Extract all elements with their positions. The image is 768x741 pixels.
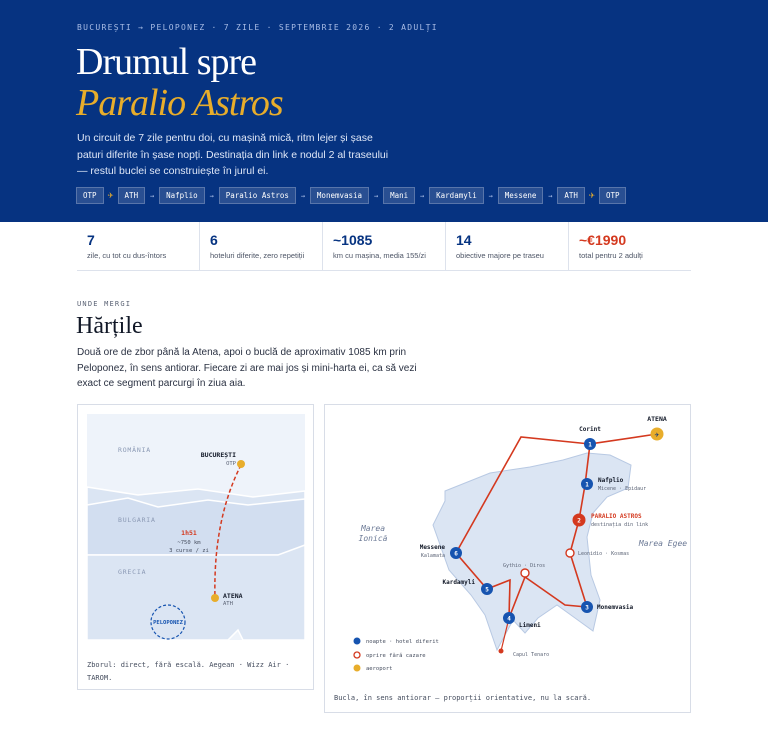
page-title-accent: Paralio Astros [76, 82, 283, 124]
stop-name-nafplio: Nafplio [598, 477, 624, 484]
stat-value: ~€1990 [579, 232, 627, 248]
airplane-icon: ✈ [588, 190, 595, 201]
stop-name-monemvasia: Monemvasia [597, 604, 634, 611]
stop-number: 3 [585, 604, 589, 612]
optional-marker-gythio [521, 569, 529, 577]
stat-label: zile, cu tot cu dus-întors [87, 251, 167, 260]
stat-item [322, 222, 445, 270]
trip-summary: BUCUREȘTI → PELOPONEZ · 7 ZILE · SEPTEMBRIE 2026 · 2 ADULȚI [77, 23, 438, 32]
section-kicker: UNDE MERGI [77, 300, 132, 308]
legend-stop-label: oprire fără cazare [366, 653, 426, 659]
loop-map-card [324, 404, 691, 713]
stop-name-corint: Corint [579, 426, 601, 433]
cape-label: Capul Tenaro [513, 652, 550, 658]
stat-item [568, 222, 691, 270]
flight-caption: Zborul: direct, fără escală. Aegean · Wizz Air · TAROM. [87, 661, 290, 682]
arrow-right-icon: → [548, 191, 553, 200]
stop-name-kardamyli: Kardamyli [442, 579, 475, 586]
route-strip [76, 187, 626, 204]
origin-code: OTP [226, 461, 236, 467]
region-grecia: GRECIA [118, 568, 147, 576]
region-romania: ROMÂNIA [118, 446, 151, 454]
optional-marker-leonidio [566, 549, 574, 557]
destination-name: ATENA [223, 592, 243, 600]
loop-caption: Bucla, în sens antiorar — proporții orientative, nu la scară. [334, 694, 592, 702]
stat-value: 14 [456, 232, 472, 248]
route-chip: OTP [599, 187, 627, 204]
stop-number: 4 [507, 615, 511, 623]
stat-label: obiective majore pe traseu [456, 251, 544, 260]
stop-sub-messene: Kalamata [420, 553, 445, 559]
sea-aegean: Marea Egee [638, 539, 688, 548]
route-chip: Nafplio [159, 187, 205, 204]
page-title: Drumul spre [76, 41, 257, 83]
arrow-right-icon: → [149, 191, 155, 200]
stop-sub-paralio-astros: destinația din link [591, 522, 649, 528]
legend-night-marker [354, 638, 361, 645]
legend-airport-marker [354, 665, 361, 672]
legend-night-label: noapte · hotel diferit [366, 639, 439, 645]
stat-item [445, 222, 568, 270]
sea-ionian-1: Marea [360, 524, 386, 533]
stop-number: 5 [485, 586, 489, 594]
route-chip: Mani [383, 187, 415, 204]
stop-name-limeni: Limeni [519, 622, 541, 629]
stop-sub-nafplio: Micene · Epidaur [598, 486, 647, 492]
stat-item [77, 222, 199, 270]
airplane-icon: ✈ [654, 430, 660, 439]
map-legend [354, 638, 439, 673]
route-chip: Monemvasia [310, 187, 369, 204]
destination-marker [211, 594, 219, 602]
route-chip: ATH [557, 187, 585, 204]
flight-distance: ~750 km [177, 540, 201, 546]
optional-name-gythio: Gythio · Diros [503, 563, 546, 569]
stop-name-messene: Messene [419, 544, 445, 551]
flight-map-card [77, 404, 314, 690]
route-chip: OTP [76, 187, 104, 204]
stop-number: 6 [454, 550, 458, 558]
sea-ionian-2: Ionică [358, 534, 388, 543]
stat-item [199, 222, 322, 270]
route-chip: Kardamyli [429, 187, 484, 204]
section-title: Hărțile [76, 313, 143, 339]
arrow-right-icon: → [488, 191, 493, 200]
stat-value: 7 [87, 232, 95, 248]
legend-airport-label: aeroport [366, 666, 393, 672]
arrow-right-icon: → [300, 191, 306, 200]
hero-banner [0, 0, 768, 222]
region-peloponez: PELOPONEZ [153, 620, 183, 626]
flight-map [78, 405, 315, 691]
optional-name-leonidio: Leonidio · Kosmas [578, 551, 630, 557]
loop-map [325, 405, 692, 714]
stats-bar [77, 222, 691, 271]
origin-name: BUCUREȘTI [200, 451, 236, 459]
region-bulgaria: BULGARIA [118, 516, 156, 524]
flight-duration: 1h51 [181, 529, 197, 537]
hero-description: Un circuit de 7 zile pentru doi, cu mașină mică, ritm lejer și șase paturi diferite în șase nopți. Destinația din link e nodul 2 al traseului — restul buclei se construiește în jurul ei. [77, 132, 389, 177]
stop-number: 2 [577, 517, 581, 525]
arrow-right-icon: → [209, 191, 214, 200]
route-chip: ATH [118, 187, 146, 204]
stat-label: total pentru 2 adulți [579, 251, 643, 260]
stop-name-paralio-astros: PARALIO ASTROS [591, 513, 642, 520]
cape-marker [499, 649, 504, 654]
stat-label: hoteluri diferite, zero repetiții [210, 251, 305, 260]
route-chip: Messene [498, 187, 544, 204]
section-intro: Două ore de zbor până la Atena, apoi o buclă de aproximativ 1085 km prin Peloponez, în sens antiorar. Fiecare zi are mai jos și mini-harta ei, ca să vezi exact ce segment parcurgi în ziua aia. [77, 347, 417, 389]
airplane-icon: ✈ [107, 190, 114, 201]
origin-marker [237, 460, 245, 468]
arrow-right-icon: → [373, 191, 379, 200]
stop-number: 1 [585, 481, 589, 489]
airport-label: ATENA [647, 415, 667, 423]
legend-stop-marker [354, 652, 360, 658]
route-chip: Paralio Astros [219, 187, 296, 204]
destination-code: ATH [223, 601, 233, 607]
stat-value: 6 [210, 232, 218, 248]
stat-label: km cu mașina, media 155/zi [333, 251, 426, 260]
flight-frequency: 3 curse / zi [169, 548, 209, 554]
stat-value: ~1085 [333, 232, 373, 248]
arrow-right-icon: → [420, 191, 425, 200]
stop-number: 1 [588, 441, 592, 449]
